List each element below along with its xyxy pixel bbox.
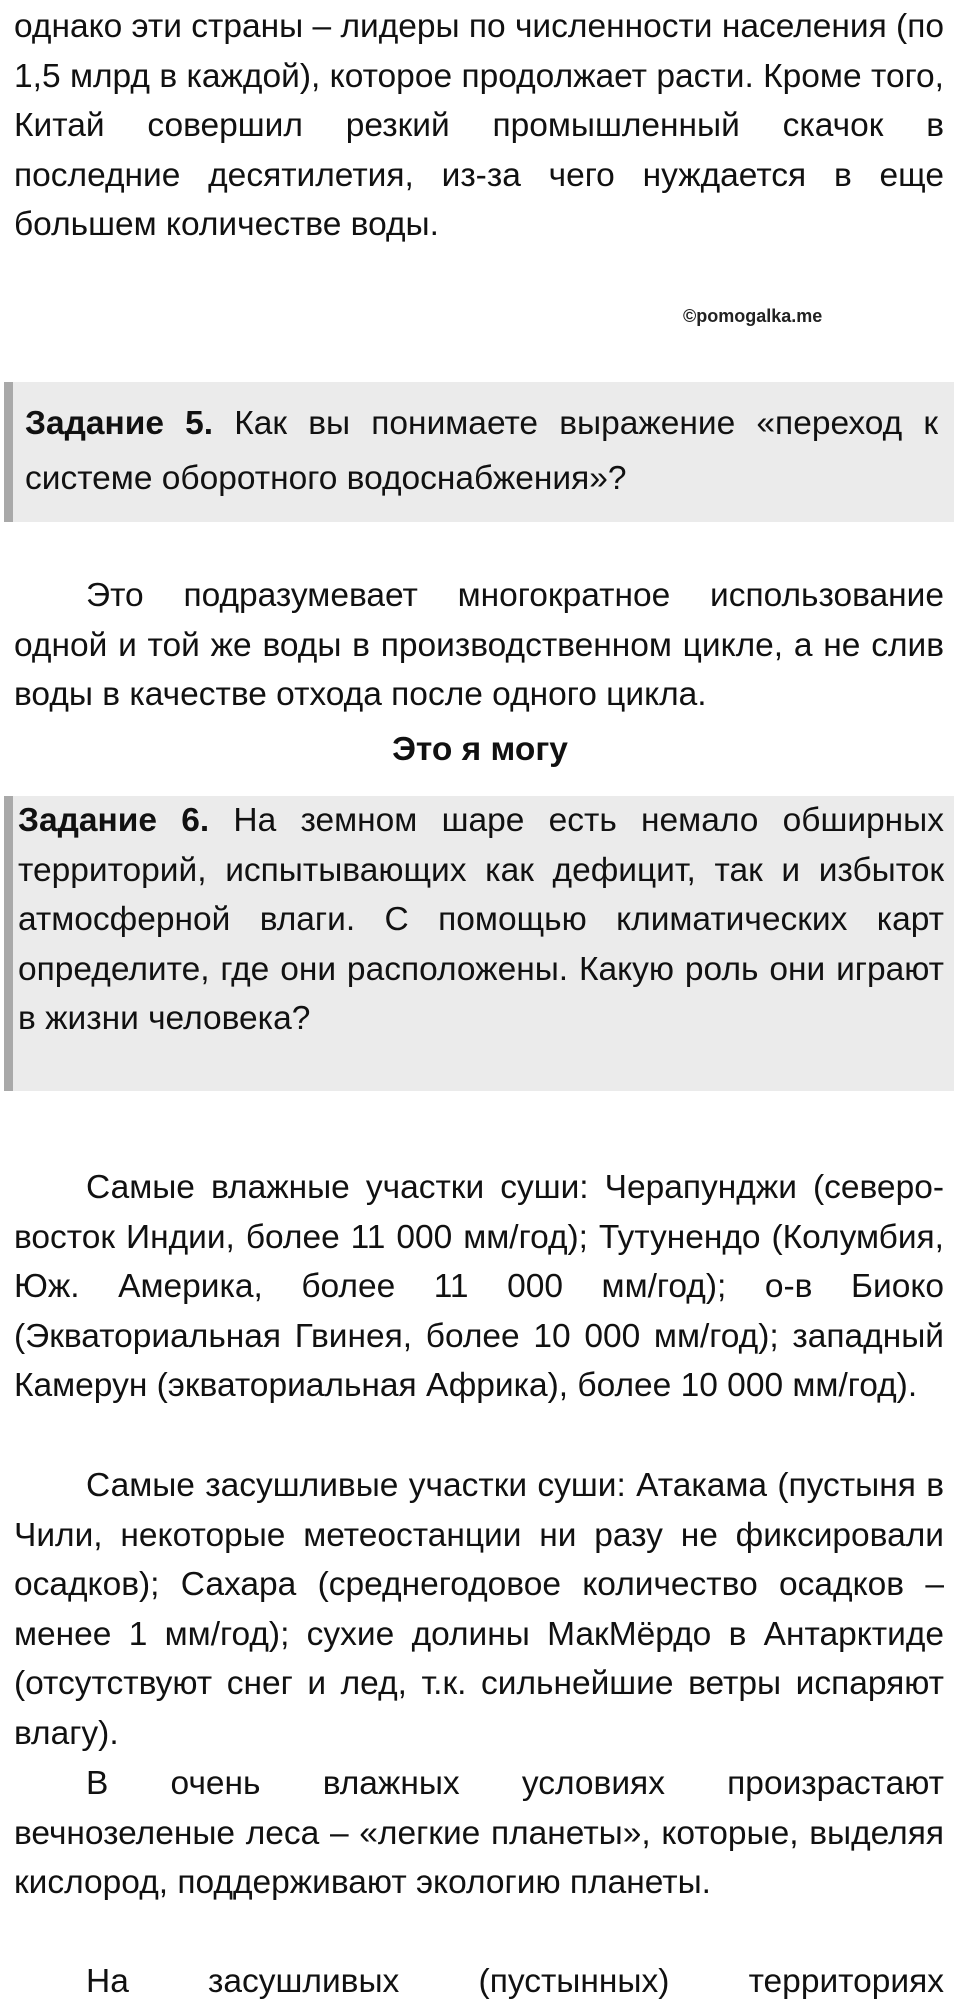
answer-6-dry-role: На засушливых (пустынных) территориях <box>86 1963 944 2000</box>
answer-6-dry-regions: Самые засушливые участки суши: Атакама (пустыня в Чили, некоторые метеостанции ни разу не фиксировали осадков); Сахара (среднегодовое количество осадков – менее 1 мм/год); сухие долины МакМёрдо в Антарктиде (отсутствуют снег и лед, т.к. сильнейшие ветры испаряют влагу). <box>14 1467 944 1752</box>
task-6-label: Задание 6. <box>18 802 210 839</box>
intro-paragraph: однако эти страны – лидеры по численности населения (по 1,5 млрд в каждой), которое продолжает расти. Кроме того, Китай совершил резкий промышленный скачок в последние десятилетия, из-за чего нуждается в еще большем количестве воды. <box>14 8 944 243</box>
task-5-question: Как вы понимаете выражение «переход к системе оборотного водоснабжения»? <box>25 405 938 497</box>
task-6-text <box>18 796 944 1044</box>
section-heading: Это я могу <box>392 731 568 768</box>
watermark: ©pomogalka.me <box>683 306 823 326</box>
task-5-answer: Это подразумевает многократное использование одной и той же воды в производственном цикле, а не слив воды в качестве отхода после одного цикла. <box>14 577 944 713</box>
answer-6-wet-role: В очень влажных условиях произрастают вечнозеленые леса – «легкие планеты», которые, выделяя кислород, поддерживают экологию планеты. <box>14 1765 944 1901</box>
task-5-label: Задание 5. <box>25 405 214 442</box>
task-6-question: На земном шаре есть немало обширных территорий, испытывающих как дефицит, так и избыток атмосферной влаги. С помощью климатических карт определите, где они расположены. Какую роль они играют в жизни человека? <box>18 802 945 1037</box>
task-6-box <box>4 796 954 1091</box>
answer-6-wet-regions: Самые влажные участки суши: Черапунджи (северо-восток Индии, более 11 000 мм/год); Тутунендо (Колумбия, Юж. Америка, более 11 000 мм/год); о-в Биоко (Экваториальная Гвинея, более 10 000 мм/год); западный Камерун (экваториальная Африка), более 10 000 мм/год). <box>14 1169 944 1404</box>
task-5-box <box>4 382 954 522</box>
task-5-text <box>25 396 938 506</box>
